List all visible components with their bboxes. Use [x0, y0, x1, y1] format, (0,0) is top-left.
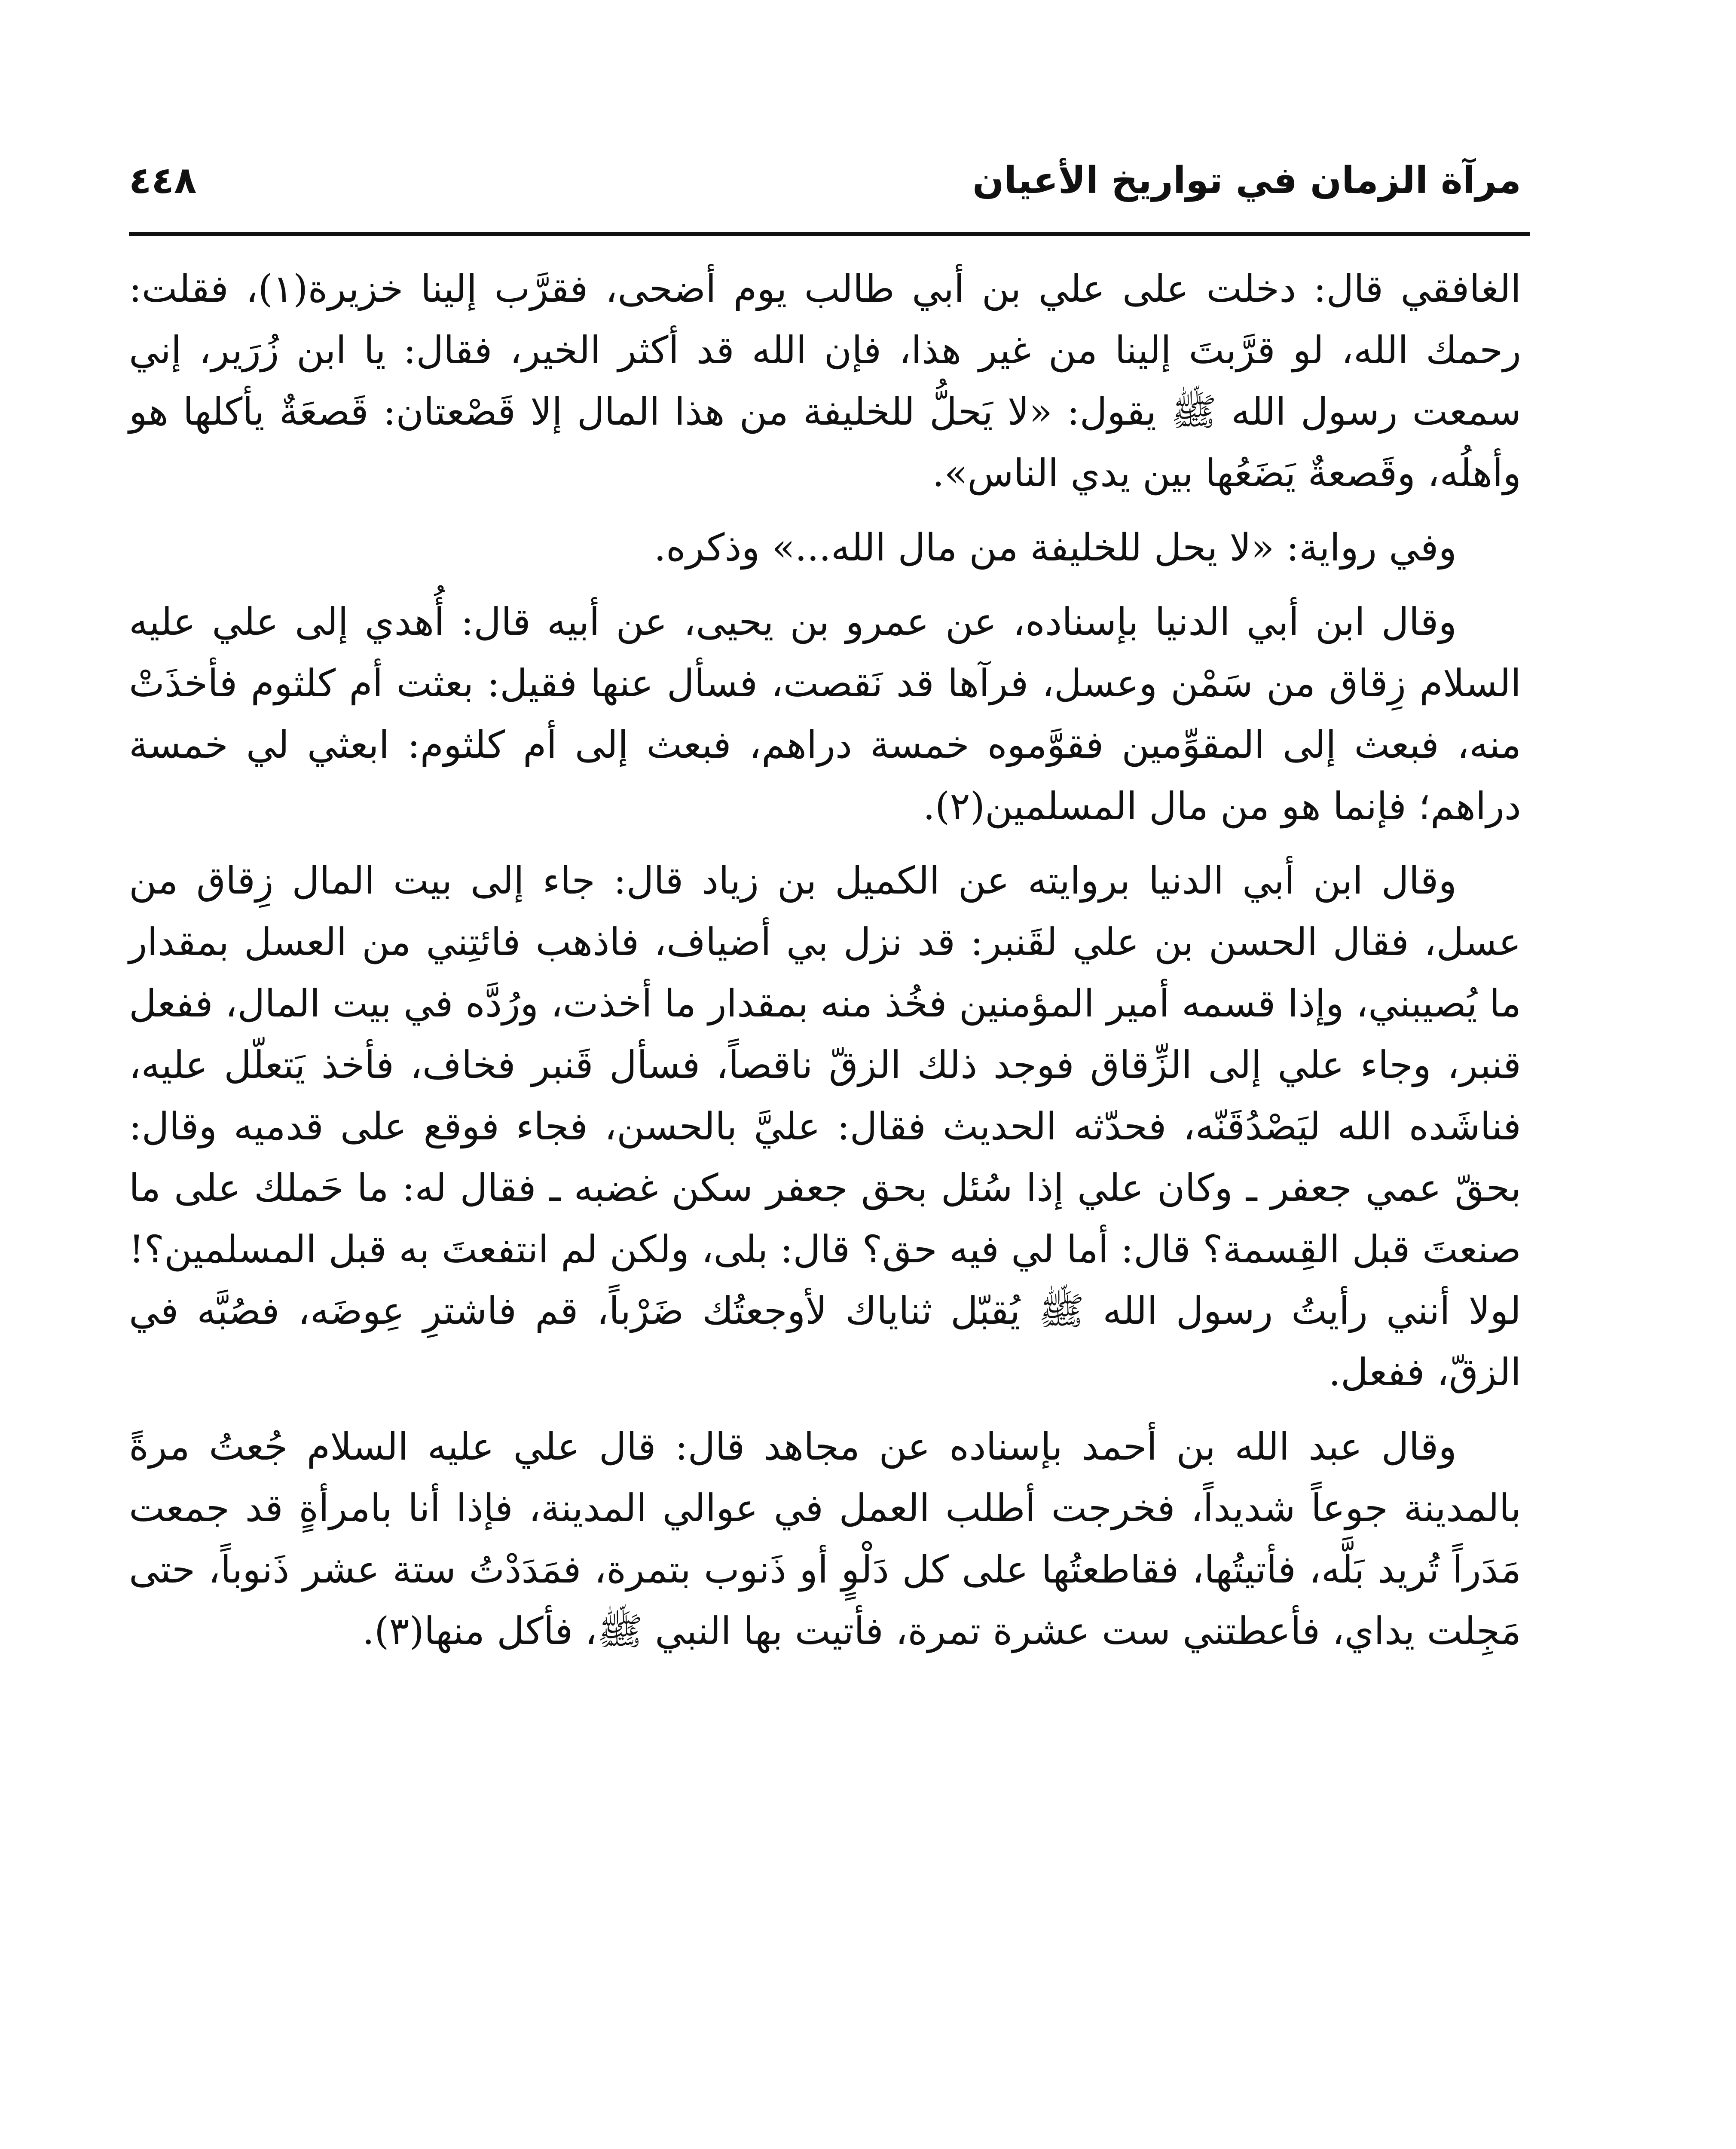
paragraph: وقال ابن أبي الدنيا بإسناده، عن عمرو بن يحيى، عن أبيه قال: أُهدي إلى علي عليه السلام زِقاق من سَمْن وعسل، فرآها قد نَقصت، فسأل عنها فقيل: بعثت أم كلثوم فأخذَتْ منه، فبعث إلى المقوِّمين فقوَّموه خمسة دراهم، فبعث إلى أم كلثوم: ابعثي لي خمسة دراهم؛ فإنما هو من مال المسلمين(٢).: [129, 600, 1521, 828]
main-text: [129, 258, 1521, 1675]
running-title: مرآة الزمان في تواريخ الأعيان: [972, 159, 1521, 202]
paragraph: وقال ابن أبي الدنيا بروايته عن الكميل بن زياد قال: جاء إلى بيت المال زِقاق من عسل، فقال الحسن بن علي لقَنبر: قد نزل بي أضياف، فاذهب فائتِني من العسل بمقدار ما يُصيبني، وإذا قسمه أمير المؤمنين فخُذ منه بمقدار ما أخذت، ورُدَّه في بيت المال، ففعل قنبر، وجاء علي إلى الزِّقاق فوجد ذلك الزقّ ناقصاً، فسأل قَنبر فخاف، فأخذ يَتعلّل عليه، فناشَده الله ليَصْدُقَنّه، فحدّثه الحديث فقال: عليَّ بالحسن، فجاء فوقع على قدميه وقال: بحقّ عمي جعفر ـ وكان علي إذا سُئل بحق جعفر سكن غضبه ـ فقال له: ما حَملك على ما صنعتَ قبل القِسمة؟ قال: أما لي فيه حق؟ قال: بلى، ولكن لم انتفعتَ به قبل المسلمين؟! لولا أنني رأيتُ رسول الله ﷺ يُقبّل ثناياك لأوجعتُك ضَرْباً، قم فاشترِ عِوضَه، فصُبَّه في الزقّ، ففعل.: [129, 858, 1521, 1394]
paragraph: الغافقي قال: دخلت على علي بن أبي طالب يوم أضحى، فقرَّب إلينا خزيرة(١)، فقلت: رحمك الله، لو قرَّبتَ إلينا من غير هذا، فإن الله قد أكثر الخير، فقال: يا ابن زُرَير، إني سمعت رسول الله ﷺ يقول: «لا يَحلُّ للخليفة من هذا المال إلا قَصْعتان: قَصعَةٌ يأكلها هو وأهلُه، وقَصعةٌ يَضَعُها بين يدي الناس».: [129, 266, 1522, 495]
running-head: [129, 142, 1521, 219]
paragraph: وقال عبد الله بن أحمد بإسناده عن مجاهد قال: قال علي عليه السلام جُعتُ مرةً بالمدينة جوعاً شديداً، فخرجت أطلب العمل في عوالي المدينة، فإذا أنا بامرأةٍ قد جمعت مَدَراً تُريد بَلَّه، فأتيتُها، فقاطعتُها على كل دَلْوٍ أو ذَنوب بتمرة، فمَدَدْتُ ستة عشر ذَنوباً، حتى مَجِلت يداي، فأعطتني ست عشرة تمرة، فأتيت بها النبي ﷺ، فأكل منها(٣).: [129, 1424, 1521, 1653]
paragraph: وفي رواية: «لا يحل للخليفة من مال الله...» وذكره.: [654, 525, 1457, 569]
header-rule: [129, 232, 1530, 236]
page-number: ٤٤٨: [129, 159, 197, 202]
